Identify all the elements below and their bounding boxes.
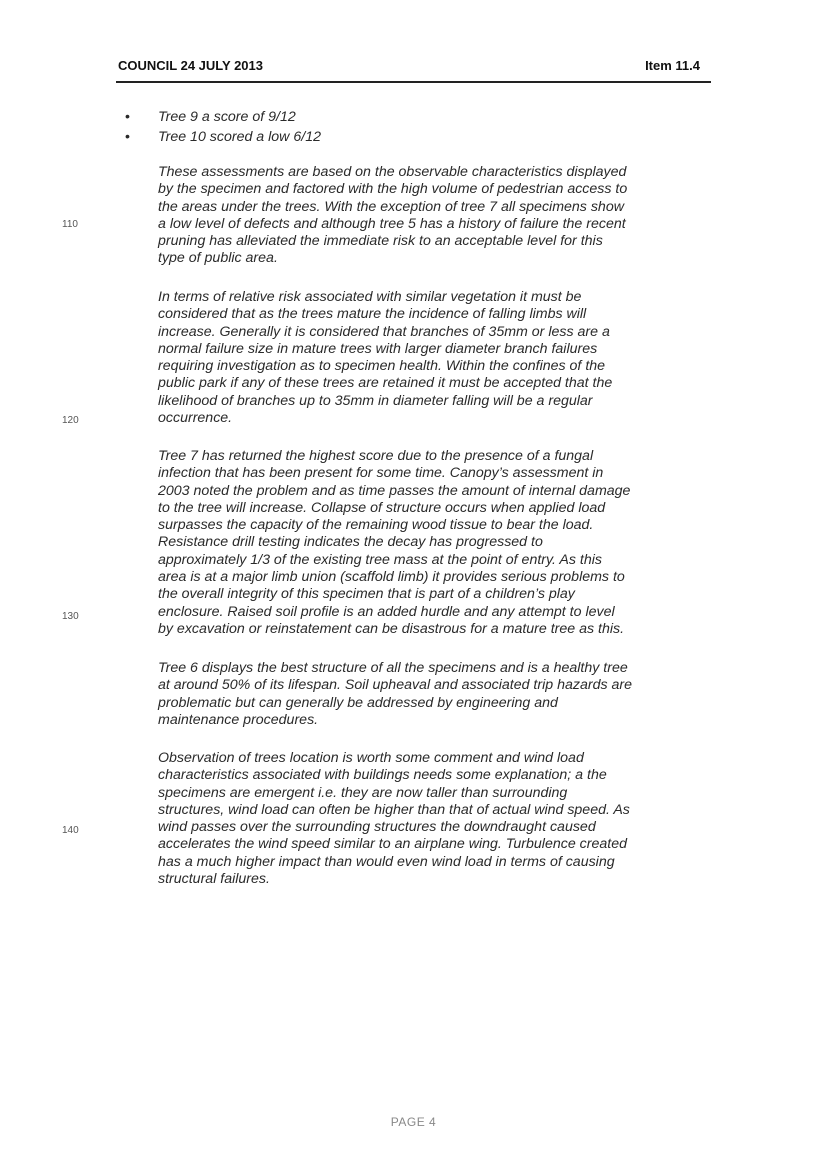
text-line: pruning has alleviated the immediate risk to an acceptable level for this	[158, 233, 603, 250]
text-line: by the specimen and factored with the high volume of pedestrian access to	[158, 181, 628, 198]
text-line: considered that as the trees mature the incidence of falling limbs will	[158, 306, 587, 323]
paragraph-wind-load	[158, 750, 678, 888]
line-number: 140	[62, 825, 79, 836]
text-line: Resistance drill testing indicates the decay has progressed to	[158, 534, 543, 551]
text-line: maintenance procedures.	[158, 711, 319, 728]
text-line: normal failure size in mature trees with larger diameter branch failures	[158, 340, 598, 357]
text-line: requiring investigation as to specimen health. Within the confines of the	[158, 358, 606, 375]
text-line: has a much higher impact than would even wind load in terms of causing	[158, 853, 615, 870]
list-item-text: Tree 10 scored a low 6/12	[158, 129, 321, 145]
text-line: at around 50% of its lifespan. Soil upheaval and associated trip hazards are	[158, 677, 632, 694]
text-line: the overall integrity of this specimen that is part of a children’s play	[158, 586, 575, 603]
list-item	[125, 127, 625, 147]
text-line: approximately 1/3 of the existing tree mass at the point of entry. As this	[158, 551, 602, 568]
text-line: These assessments are based on the observable characteristics displayed	[158, 164, 627, 180]
text-line: 2003 noted the problem and as time passes the amount of internal damage	[158, 482, 631, 499]
meeting-title: COUNCIL 24 JULY 2013	[118, 58, 263, 73]
text-line: increase. Generally it is considered that branches of 35mm or less are a	[158, 323, 610, 340]
text-line: characteristics associated with buildings needs some explanation; a the	[158, 767, 607, 784]
text-line: wind passes over the surrounding structures the downdraught caused	[158, 819, 596, 836]
text-line: public park if any of these trees are retained it must be accepted that the	[158, 375, 613, 392]
item-number: Item 11.4	[645, 58, 700, 73]
text-line: area is at a major limb union (scaffold limb) it provides serious problems to	[158, 569, 625, 586]
paragraph-tree-6	[158, 660, 678, 729]
text-line: a low level of defects and although tree 5 has a history of failure the recent	[158, 215, 626, 232]
text-line: Tree 7 has returned the highest score due to the presence of a fungal	[158, 448, 594, 464]
text-line: type of public area.	[158, 250, 278, 267]
text-line: structural failures.	[158, 871, 270, 888]
text-line: the areas under the trees. With the exception of tree 7 all specimens show	[158, 198, 624, 215]
text-line: structures, wind load can often be higher than that of actual wind speed. As	[158, 801, 630, 818]
text-line: infection that has been present for some time. Canopy’s assessment in	[158, 465, 604, 482]
text-line: specimens are emergent i.e. they are now taller than surrounding	[158, 784, 568, 801]
page-number: PAGE 4	[390, 1115, 437, 1129]
text-line: Observation of trees location is worth some comment and wind load	[158, 750, 584, 766]
text-line: likelihood of branches up to 35mm in diameter falling will be a regular	[158, 392, 593, 409]
paragraph-tree-7	[158, 448, 678, 638]
text-line: by excavation or reinstatement can be disastrous for a mature tree as this.	[158, 620, 625, 637]
bullet-list	[125, 107, 625, 147]
bullet-icon: •	[125, 109, 130, 125]
text-line: accelerates the wind speed similar to an airplane wing. Turbulence created	[158, 836, 627, 853]
text-line: In terms of relative risk associated with similar vegetation it must be	[158, 289, 582, 305]
line-number: 130	[62, 611, 79, 622]
text-line: problematic but can generally be addressed by engineering and	[158, 694, 558, 711]
text-line: to the tree will increase. Collapse of structure occurs when applied load	[158, 499, 606, 516]
text-line: Tree 6 displays the best structure of all the specimens and is a healthy tree	[158, 660, 628, 676]
list-item-text: Tree 9 a score of 9/12	[158, 109, 296, 125]
text-line: enclosure. Raised soil profile is an added hurdle and any attempt to level	[158, 603, 615, 620]
paragraph-assessments	[158, 164, 678, 268]
list-item	[125, 107, 625, 127]
text-line: occurrence.	[158, 410, 233, 427]
header-divider	[116, 81, 711, 83]
paragraph-relative-risk	[158, 289, 678, 427]
line-number: 120	[62, 415, 79, 426]
line-number: 110	[62, 219, 78, 230]
bullet-icon: •	[125, 129, 130, 145]
text-line: surpasses the capacity of the remaining wood tissue to bear the load.	[158, 517, 594, 534]
